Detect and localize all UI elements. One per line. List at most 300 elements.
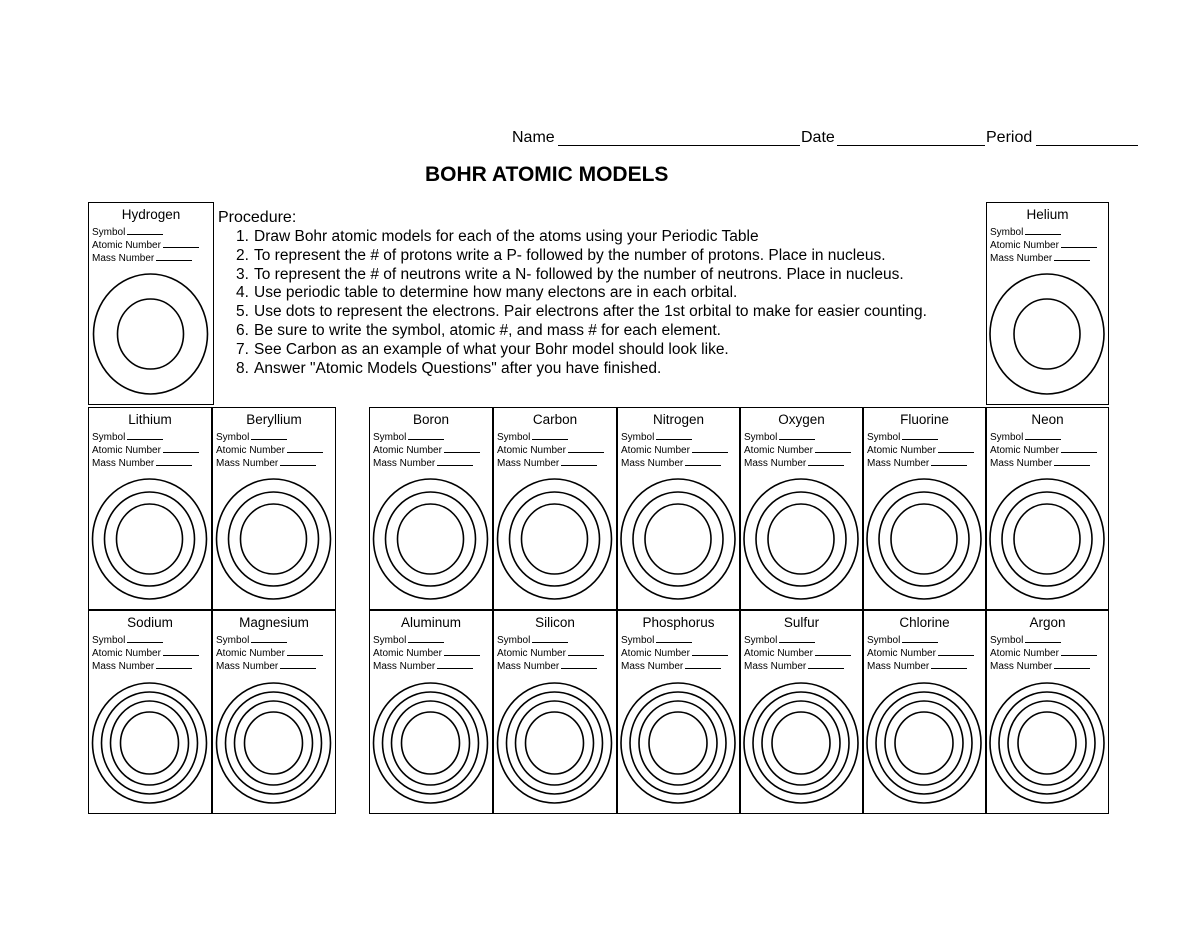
atomic-number-field-label: Atomic Number — [990, 240, 1059, 251]
bohr-model-diagram — [494, 475, 615, 603]
step-number: 1. — [236, 228, 249, 245]
symbol-field-label: Symbol — [744, 635, 778, 646]
mass-number-field-label: Mass Number — [867, 661, 930, 672]
mass-number-field-blank[interactable] — [156, 465, 192, 466]
mass-number-field — [92, 458, 192, 469]
atomic-number-field-blank[interactable] — [1061, 452, 1097, 453]
nucleus-ring — [645, 504, 711, 574]
nucleus-ring — [526, 712, 584, 774]
atomic-number-field-blank[interactable] — [568, 452, 604, 453]
orbital-ring — [867, 479, 981, 599]
element-name: Boron — [412, 412, 450, 427]
symbol-field-label: Symbol — [497, 635, 531, 646]
orbital-ring — [630, 692, 726, 794]
bohr-model-diagram — [89, 679, 210, 807]
mass-number-field-label: Mass Number — [216, 458, 279, 469]
symbol-field-blank[interactable] — [1025, 234, 1061, 235]
mass-number-field — [744, 458, 844, 469]
nucleus-ring — [402, 712, 460, 774]
orbital-ring — [621, 479, 735, 599]
mass-number-field-label: Mass Number — [92, 458, 155, 469]
element-name: Sodium — [127, 615, 173, 630]
symbol-field — [373, 432, 444, 443]
symbol-field-label: Symbol — [373, 432, 407, 443]
step-number: 2. — [236, 246, 249, 264]
symbol-field-blank[interactable] — [408, 439, 444, 440]
period-field[interactable] — [1036, 145, 1138, 146]
element-name: Neon — [1031, 412, 1064, 427]
orbital-ring — [876, 692, 972, 794]
orbital-ring — [235, 701, 313, 785]
atomic-number-field — [867, 648, 974, 659]
mass-number-field-label: Mass Number — [92, 661, 155, 672]
atomic-number-field-blank[interactable] — [815, 452, 851, 453]
symbol-field — [990, 635, 1061, 646]
bohr-model-diagram — [987, 475, 1107, 603]
atomic-number-field — [92, 648, 199, 659]
atomic-number-field — [990, 445, 1097, 456]
mass-number-field — [621, 458, 721, 469]
orbital-ring — [94, 274, 208, 394]
element-card-argon — [986, 610, 1109, 814]
orbital-ring — [885, 701, 963, 785]
student-info-header — [512, 129, 1142, 149]
symbol-field — [92, 635, 163, 646]
bohr-model-diagram — [370, 475, 491, 603]
procedure-step — [218, 360, 988, 379]
symbol-field — [990, 227, 1061, 238]
step-number: 4. — [236, 284, 249, 302]
atomic-number-field-blank[interactable] — [938, 655, 974, 656]
procedure-step — [218, 266, 988, 285]
symbol-field — [621, 635, 692, 646]
mass-number-field — [497, 458, 597, 469]
atomic-number-field-label: Atomic Number — [92, 648, 161, 659]
mass-number-field — [990, 661, 1090, 672]
mass-number-field-blank[interactable] — [931, 668, 967, 669]
mass-number-field-label: Mass Number — [497, 661, 560, 672]
mass-number-field-blank[interactable] — [685, 668, 721, 669]
mass-number-field-blank[interactable] — [156, 668, 192, 669]
element-name: Fluorine — [900, 412, 949, 427]
orbital-ring — [756, 492, 846, 586]
symbol-field-blank[interactable] — [127, 642, 163, 643]
symbol-field-label: Symbol — [990, 635, 1024, 646]
orbital-ring — [999, 692, 1095, 794]
symbol-field-label: Symbol — [216, 635, 250, 646]
bohr-model-diagram — [864, 475, 984, 603]
atomic-number-field — [867, 445, 974, 456]
element-card-beryllium — [212, 407, 336, 610]
mass-number-field — [92, 661, 192, 672]
nucleus-ring — [118, 299, 184, 369]
date-label: Date — [801, 129, 835, 146]
nucleus-ring — [245, 712, 303, 774]
atomic-number-field-label: Atomic Number — [373, 648, 442, 659]
mass-number-field — [216, 458, 316, 469]
element-name: Hydrogen — [121, 207, 181, 222]
orbital-ring — [229, 492, 319, 586]
atomic-number-field — [497, 445, 604, 456]
mass-number-field-blank[interactable] — [808, 668, 844, 669]
mass-number-field — [867, 458, 967, 469]
symbol-field-blank[interactable] — [532, 439, 568, 440]
orbital-ring — [111, 701, 189, 785]
symbol-field-blank[interactable] — [779, 642, 815, 643]
orbital-ring — [516, 701, 594, 785]
mass-number-field-label: Mass Number — [373, 458, 436, 469]
atomic-number-field-blank[interactable] — [163, 655, 199, 656]
nucleus-ring — [522, 504, 588, 574]
step-number: 3. — [236, 265, 249, 283]
symbol-field — [990, 432, 1061, 443]
atomic-number-field-label: Atomic Number — [990, 445, 1059, 456]
atomic-number-field-blank[interactable] — [163, 247, 199, 248]
symbol-field-label: Symbol — [373, 635, 407, 646]
atomic-number-field-label: Atomic Number — [92, 445, 161, 456]
mass-number-field-label: Mass Number — [990, 661, 1053, 672]
orbital-ring — [105, 492, 195, 586]
orbital-ring — [383, 692, 479, 794]
element-card-sodium — [88, 610, 212, 814]
element-name: Aluminum — [400, 615, 462, 630]
nucleus-ring — [121, 712, 179, 774]
atomic-number-field — [621, 445, 728, 456]
procedure-step — [218, 303, 988, 322]
bohr-model-diagram — [89, 475, 210, 603]
symbol-field-blank[interactable] — [127, 234, 163, 235]
mass-number-field-blank[interactable] — [280, 668, 316, 669]
element-card-phosphorus — [617, 610, 740, 814]
bohr-model-diagram — [213, 475, 334, 603]
symbol-field-blank[interactable] — [408, 642, 444, 643]
atomic-number-field — [373, 445, 480, 456]
symbol-field-label: Symbol — [621, 635, 655, 646]
mass-number-field-blank[interactable] — [561, 668, 597, 669]
mass-number-field-blank[interactable] — [156, 260, 192, 261]
mass-number-field — [990, 458, 1090, 469]
page-title: BOHR ATOMIC MODELS — [425, 163, 669, 186]
step-number: 8. — [236, 359, 249, 377]
symbol-field — [621, 432, 692, 443]
orbital-ring — [753, 692, 849, 794]
atomic-number-field-label: Atomic Number — [621, 445, 690, 456]
nucleus-ring — [1014, 504, 1080, 574]
nucleus-ring — [649, 712, 707, 774]
element-name: Argon — [1029, 615, 1066, 630]
symbol-field-blank[interactable] — [656, 642, 692, 643]
atomic-number-field-blank[interactable] — [692, 452, 728, 453]
mass-number-field-label: Mass Number — [990, 253, 1053, 264]
element-card-fluorine — [863, 407, 986, 610]
mass-number-field — [621, 661, 721, 672]
atomic-number-field-label: Atomic Number — [744, 648, 813, 659]
symbol-field — [497, 635, 568, 646]
atomic-number-field-blank[interactable] — [815, 655, 851, 656]
element-name: Helium — [1026, 207, 1069, 222]
element-card-helium — [986, 202, 1109, 405]
nucleus-ring — [398, 504, 464, 574]
symbol-field-label: Symbol — [92, 635, 126, 646]
orbital-ring — [392, 701, 470, 785]
element-name: Carbon — [532, 412, 578, 427]
atomic-number-field-label: Atomic Number — [92, 240, 161, 251]
symbol-field-label: Symbol — [744, 432, 778, 443]
element-card-chlorine — [863, 610, 986, 814]
symbol-field — [92, 227, 163, 238]
mass-number-field-label: Mass Number — [744, 458, 807, 469]
nucleus-ring — [241, 504, 307, 574]
mass-number-field-label: Mass Number — [744, 661, 807, 672]
atomic-number-field — [92, 240, 199, 251]
symbol-field-blank[interactable] — [1025, 439, 1061, 440]
procedure-section — [218, 209, 988, 378]
step-text: Answer "Atomic Models Questions" after you have finished. — [254, 359, 662, 377]
nucleus-ring — [895, 712, 953, 774]
atomic-number-field-label: Atomic Number — [216, 445, 285, 456]
atomic-number-field — [744, 648, 851, 659]
element-card-carbon — [493, 407, 617, 610]
procedure-step — [218, 228, 988, 247]
atomic-number-field-label: Atomic Number — [867, 648, 936, 659]
mass-number-field — [92, 253, 192, 264]
bohr-model-diagram — [618, 679, 738, 807]
bohr-model-diagram — [618, 475, 738, 603]
name-field[interactable] — [558, 145, 800, 146]
mass-number-field-label: Mass Number — [621, 661, 684, 672]
date-field[interactable] — [837, 145, 985, 146]
atomic-number-field-label: Atomic Number — [216, 648, 285, 659]
symbol-field — [867, 432, 938, 443]
step-number: 6. — [236, 321, 249, 339]
symbol-field — [744, 635, 815, 646]
element-card-silicon — [493, 610, 617, 814]
mass-number-field-blank[interactable] — [437, 465, 473, 466]
orbital-ring — [386, 492, 476, 586]
symbol-field — [216, 635, 287, 646]
atomic-number-field-label: Atomic Number — [744, 445, 813, 456]
mass-number-field — [867, 661, 967, 672]
symbol-field — [373, 635, 444, 646]
mass-number-field — [744, 661, 844, 672]
nucleus-ring — [768, 504, 834, 574]
element-name: Chlorine — [899, 615, 950, 630]
element-card-hydrogen — [88, 202, 214, 405]
orbital-ring — [510, 492, 600, 586]
symbol-field-blank[interactable] — [251, 439, 287, 440]
element-name: Beryllium — [246, 412, 302, 427]
mass-number-field-blank[interactable] — [685, 465, 721, 466]
element-card-boron — [369, 407, 493, 610]
element-card-magnesium — [212, 610, 336, 814]
symbol-field-label: Symbol — [497, 432, 531, 443]
element-name: Magnesium — [239, 615, 309, 630]
nucleus-ring — [1014, 299, 1080, 369]
mass-number-field-label: Mass Number — [497, 458, 560, 469]
mass-number-field-blank[interactable] — [437, 668, 473, 669]
bohr-model-diagram — [370, 679, 491, 807]
step-text: Use periodic table to determine how many electons are in each orbital. — [254, 284, 738, 302]
orbital-ring — [226, 692, 322, 794]
symbol-field-label: Symbol — [990, 432, 1024, 443]
element-name: Oxygen — [778, 412, 825, 427]
orbital-ring — [498, 479, 612, 599]
atomic-number-field-blank[interactable] — [938, 452, 974, 453]
mass-number-field-label: Mass Number — [373, 661, 436, 672]
symbol-field-label: Symbol — [990, 227, 1024, 238]
mass-number-field-blank[interactable] — [1054, 260, 1090, 261]
symbol-field-blank[interactable] — [1025, 642, 1061, 643]
orbital-ring — [990, 274, 1104, 394]
orbital-ring — [744, 479, 858, 599]
nucleus-ring — [891, 504, 957, 574]
atomic-number-field-blank[interactable] — [568, 655, 604, 656]
atomic-number-field-blank[interactable] — [163, 452, 199, 453]
orbital-ring — [1008, 701, 1086, 785]
mass-number-field-label: Mass Number — [990, 458, 1053, 469]
step-text: To represent the # of protons write a P- followed by the number of protons. Place in nucleus. — [254, 246, 886, 264]
mass-number-field-blank[interactable] — [1054, 668, 1090, 669]
bohr-model-diagram — [741, 679, 861, 807]
bohr-model-diagram — [864, 679, 984, 807]
mass-number-field — [373, 661, 473, 672]
mass-number-field-blank[interactable] — [808, 465, 844, 466]
atomic-number-field-blank[interactable] — [444, 452, 480, 453]
mass-number-field — [373, 458, 473, 469]
atomic-number-field — [92, 445, 199, 456]
mass-number-field-blank[interactable] — [1054, 465, 1090, 466]
atomic-number-field-blank[interactable] — [287, 655, 323, 656]
mass-number-field-blank[interactable] — [561, 465, 597, 466]
orbital-ring — [507, 692, 603, 794]
atomic-number-field-blank[interactable] — [444, 655, 480, 656]
atomic-number-field-label: Atomic Number — [990, 648, 1059, 659]
orbital-ring — [990, 479, 1104, 599]
symbol-field-label: Symbol — [92, 432, 126, 443]
bohr-model-diagram — [987, 679, 1107, 807]
orbital-ring — [93, 479, 207, 599]
element-name: Lithium — [128, 412, 172, 427]
element-name: Sulfur — [783, 615, 820, 630]
symbol-field — [497, 432, 568, 443]
element-card-oxygen — [740, 407, 863, 610]
mass-number-field-label: Mass Number — [216, 661, 279, 672]
symbol-field-blank[interactable] — [902, 439, 938, 440]
atomic-number-field-label: Atomic Number — [867, 445, 936, 456]
bohr-model-diagram — [494, 679, 615, 807]
atomic-number-field-label: Atomic Number — [621, 648, 690, 659]
name-label: Name — [512, 129, 555, 146]
period-label: Period — [986, 129, 1033, 146]
mass-number-field — [990, 253, 1090, 264]
step-text: To represent the # of neutrons write a N- followed by the number of neutrons. Place in nucleus. — [254, 265, 904, 283]
nucleus-ring — [1018, 712, 1076, 774]
mass-number-field — [497, 661, 597, 672]
element-name: Phosphorus — [642, 615, 715, 630]
step-text: Use dots to represent the electrons. Pair electrons after the 1st orbital to make for easier counting. — [254, 303, 927, 321]
symbol-field-blank[interactable] — [779, 439, 815, 440]
bohr-model-diagram — [741, 475, 861, 603]
element-card-sulfur — [740, 610, 863, 814]
procedure-step — [218, 341, 988, 360]
symbol-field-blank[interactable] — [251, 642, 287, 643]
orbital-ring — [639, 701, 717, 785]
procedure-step — [218, 284, 988, 303]
atomic-number-field — [990, 240, 1097, 251]
atomic-number-field — [621, 648, 728, 659]
atomic-number-field-blank[interactable] — [1061, 655, 1097, 656]
orbital-ring — [217, 479, 331, 599]
procedure-title: Procedure: — [218, 209, 297, 226]
atomic-number-field-blank[interactable] — [692, 655, 728, 656]
symbol-field — [216, 432, 287, 443]
atomic-number-field — [216, 648, 323, 659]
orbital-ring — [102, 692, 198, 794]
mass-number-field-label: Mass Number — [867, 458, 930, 469]
step-text: Be sure to write the symbol, atomic #, and mass # for each element. — [254, 321, 721, 339]
atomic-number-field-label: Atomic Number — [497, 648, 566, 659]
atomic-number-field-label: Atomic Number — [373, 445, 442, 456]
orbital-ring — [762, 701, 840, 785]
symbol-field-blank[interactable] — [656, 439, 692, 440]
atomic-number-field — [990, 648, 1097, 659]
orbital-ring — [879, 492, 969, 586]
procedure-step — [218, 247, 988, 266]
symbol-field-label: Symbol — [216, 432, 250, 443]
procedure-step — [218, 322, 988, 341]
nucleus-ring — [117, 504, 183, 574]
mass-number-field-blank[interactable] — [931, 465, 967, 466]
symbol-field — [92, 432, 163, 443]
mass-number-field-blank[interactable] — [280, 465, 316, 466]
element-card-aluminum — [369, 610, 493, 814]
symbol-field-blank[interactable] — [127, 439, 163, 440]
orbital-ring — [374, 479, 488, 599]
atomic-number-field-blank[interactable] — [287, 452, 323, 453]
element-card-lithium — [88, 407, 212, 610]
symbol-field-label: Symbol — [867, 635, 901, 646]
orbital-ring — [633, 492, 723, 586]
symbol-field — [744, 432, 815, 443]
mass-number-field — [216, 661, 316, 672]
symbol-field-blank[interactable] — [902, 642, 938, 643]
atomic-number-field-label: Atomic Number — [497, 445, 566, 456]
atomic-number-field-blank[interactable] — [1061, 247, 1097, 248]
step-number: 5. — [236, 303, 249, 321]
element-name: Silicon — [535, 615, 575, 630]
element-card-nitrogen — [617, 407, 740, 610]
nucleus-ring — [772, 712, 830, 774]
atomic-number-field — [373, 648, 480, 659]
bohr-model-diagram — [213, 679, 334, 807]
atomic-number-field — [497, 648, 604, 659]
atomic-number-field — [744, 445, 851, 456]
symbol-field-label: Symbol — [867, 432, 901, 443]
procedure-list — [218, 228, 988, 378]
bohr-model-diagram — [89, 270, 212, 398]
symbol-field-blank[interactable] — [532, 642, 568, 643]
step-text: Draw Bohr atomic models for each of the atoms using your Periodic Table — [254, 228, 759, 245]
step-text: See Carbon as an example of what your Bohr model should look like. — [254, 340, 729, 358]
symbol-field — [867, 635, 938, 646]
step-number: 7. — [236, 340, 249, 358]
element-name: Nitrogen — [652, 412, 705, 427]
mass-number-field-label: Mass Number — [92, 253, 155, 264]
mass-number-field-label: Mass Number — [621, 458, 684, 469]
orbital-ring — [1002, 492, 1092, 586]
element-card-neon — [986, 407, 1109, 610]
atomic-number-field — [216, 445, 323, 456]
